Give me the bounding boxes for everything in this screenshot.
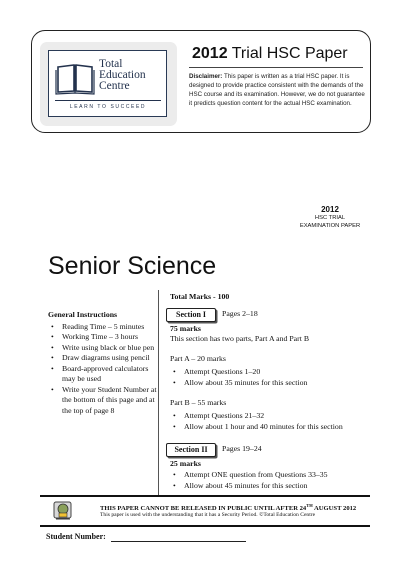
total-marks: Total Marks - 100 [170,292,230,301]
logo-line1: Total [99,58,123,70]
student-number-label: Student Number: [46,532,106,541]
list-item: • Write using black or blue pen [48,343,160,354]
part-b-list [170,411,343,432]
logo [40,42,177,126]
section1-pages: Pages 2–18 [222,309,258,318]
section1-marks: 75 marks [170,324,201,333]
list-item: • Reading Time – 5 minutes [48,322,160,333]
column-divider [158,290,159,497]
header-card [31,30,371,133]
paper-title [192,45,348,63]
footer-top-rule [40,495,370,497]
disclaimer-text: This paper is written as a trial HSC paper. It is designed to provide practice consistent with the demands of the HSC course and its examination. However, we do not guarantee it predicts question content for the actual HSC examination. [189,73,365,107]
release-notice-date: AUGUST 2012 [312,505,357,513]
part-b-title: Part B – 55 marks [170,398,227,407]
part-a-title: Part A – 20 marks [170,354,226,363]
security-notice: This paper is used with the understanding that it has a Security Period. ©Total Education Centre [100,512,316,518]
logo-divider [55,100,161,101]
list-item: • Allow about 1 hour and 40 minutes for this section [170,422,343,433]
section2-list [170,470,328,491]
student-number-field[interactable] [111,541,246,542]
paper-title-text: Trial HSC Paper [231,45,348,62]
logo-line2: Education [99,69,146,81]
release-notice-sup: TH [306,503,313,508]
section1-description: This section has two parts, Part A and Part B [170,334,310,343]
section2-pages: Pages 19–24 [222,444,262,453]
general-instructions [48,310,160,416]
list-item: • Draw diagrams using pencil [48,353,160,364]
logo-frame [48,50,167,117]
list-item: • Board-approved calculators may be used [48,364,160,385]
exam-type-block [280,205,380,230]
subject-title: Senior Science [48,252,217,280]
list-item: • Working Time – 3 hours [48,332,160,343]
exam-type-line1: HSC TRIAL [314,215,346,221]
section2-label: Section II [166,443,216,457]
instructions-list [48,322,160,417]
logo-line3: Centre [99,80,130,92]
security-seal-icon [52,499,74,521]
footer-bottom-rule [40,525,370,527]
exam-type-line2: EXAMINATION PAPER [299,223,361,229]
list-item: • Allow about 35 minutes for this section [170,378,307,389]
release-notice [100,503,356,512]
list-item: • Attempt Questions 21–32 [170,411,343,422]
general-instructions-heading: General Instructions [48,310,118,319]
title-divider [189,67,363,68]
book-icon [55,61,95,95]
section1-label: Section I [166,308,216,322]
logo-tagline: LEARN TO SUCCEED [69,104,147,110]
list-item: • Write your Student Number at the bottom of this page and at the top of page 8 [48,385,160,417]
logo-wordmark [99,59,146,92]
list-item: • Attempt Questions 1–20 [170,367,307,378]
section2-marks: 25 marks [170,459,201,468]
release-notice-text: THIS PAPER CANNOT BE RELEASED IN PUBLIC UNTIL AFTER 24 [100,505,307,513]
paper-year: 2012 [192,45,228,62]
part-a-list [170,367,307,388]
disclaimer-label: Disclaimer: [189,73,223,80]
disclaimer [189,72,365,108]
list-item: • Attempt ONE question from Questions 33–35 [170,470,328,481]
list-item: • Allow about 45 minutes for this section [170,481,328,492]
exam-year: 2012 [321,205,339,214]
